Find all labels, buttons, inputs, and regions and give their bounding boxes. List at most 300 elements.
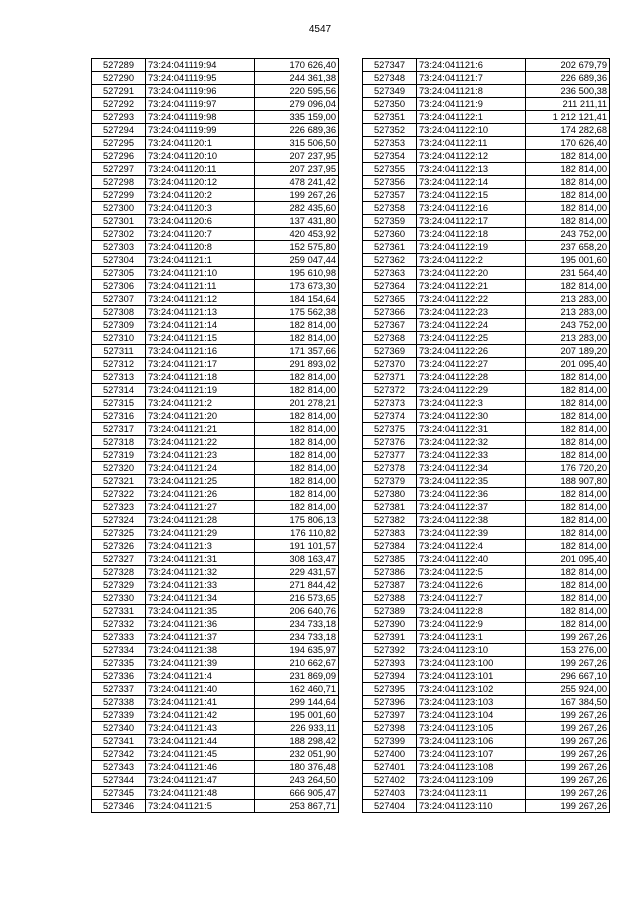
row-number-cell: 527318: [92, 436, 146, 449]
table-row: [92, 696, 339, 709]
value-cell: 182 814,00: [255, 371, 339, 384]
value-cell: 176 720,20: [526, 462, 610, 475]
table-row: [363, 787, 610, 800]
row-number-cell: 527396: [363, 696, 417, 709]
cadastral-number-cell: 73:24:041121:4: [146, 670, 255, 683]
table-row: [92, 540, 339, 553]
cadastral-number-cell: 73:24:041121:37: [146, 631, 255, 644]
value-cell: 213 283,00: [526, 306, 610, 319]
table-row: [92, 319, 339, 332]
cadastral-number-cell: 73:24:041122:4: [417, 540, 526, 553]
cadastral-number-cell: 73:24:041121:33: [146, 579, 255, 592]
table-row: [363, 371, 610, 384]
table-row: [363, 85, 610, 98]
cadastral-number-cell: 73:24:041121:47: [146, 774, 255, 787]
value-cell: 191 101,57: [255, 540, 339, 553]
table-row: [363, 254, 610, 267]
value-cell: 1 212 121,41: [526, 111, 610, 124]
cadastral-number-cell: 73:24:041121:9: [417, 98, 526, 111]
table-row: [92, 397, 339, 410]
table-row: [363, 306, 610, 319]
cadastral-number-cell: 73:24:041123:109: [417, 774, 526, 787]
table-row: [92, 293, 339, 306]
value-cell: 236 500,38: [526, 85, 610, 98]
value-cell: 188 907,80: [526, 475, 610, 488]
cadastral-number-cell: 73:24:041122:23: [417, 306, 526, 319]
value-cell: 182 814,00: [526, 514, 610, 527]
cadastral-number-cell: 73:24:041123:107: [417, 748, 526, 761]
cadastral-number-cell: 73:24:041123:10: [417, 644, 526, 657]
table-row: [363, 657, 610, 670]
value-cell: 201 095,40: [526, 553, 610, 566]
table-row: [92, 254, 339, 267]
row-number-cell: 527395: [363, 683, 417, 696]
table-row: [92, 98, 339, 111]
row-number-cell: 527361: [363, 241, 417, 254]
cadastral-number-cell: 73:24:041121:16: [146, 345, 255, 358]
cadastral-number-cell: 73:24:041122:7: [417, 592, 526, 605]
table-row: [92, 722, 339, 735]
table-row: [92, 488, 339, 501]
value-cell: 182 814,00: [526, 501, 610, 514]
value-cell: 244 361,38: [255, 72, 339, 85]
row-number-cell: 527313: [92, 371, 146, 384]
cadastral-number-cell: 73:24:041123:108: [417, 761, 526, 774]
cadastral-number-cell: 73:24:041122:26: [417, 345, 526, 358]
cadastral-number-cell: 73:24:041122:35: [417, 475, 526, 488]
table-row: [92, 709, 339, 722]
table-row: [363, 735, 610, 748]
row-number-cell: 527400: [363, 748, 417, 761]
table-row: [363, 124, 610, 137]
value-cell: 229 431,57: [255, 566, 339, 579]
cadastral-number-cell: 73:24:041121:40: [146, 683, 255, 696]
row-number-cell: 527341: [92, 735, 146, 748]
table-row: [363, 722, 610, 735]
row-number-cell: 527390: [363, 618, 417, 631]
value-cell: 199 267,26: [526, 800, 610, 813]
value-cell: 199 267,26: [526, 787, 610, 800]
table-row: [92, 618, 339, 631]
table-row: [92, 59, 339, 72]
value-cell: 420 453,92: [255, 228, 339, 241]
cadastral-number-cell: 73:24:041123:104: [417, 709, 526, 722]
cadastral-number-cell: 73:24:041121:2: [146, 397, 255, 410]
row-number-cell: 527303: [92, 241, 146, 254]
table-row: [92, 748, 339, 761]
value-cell: 195 001,60: [255, 709, 339, 722]
row-number-cell: 527316: [92, 410, 146, 423]
table-row: [363, 241, 610, 254]
value-cell: 182 814,00: [526, 449, 610, 462]
cadastral-number-cell: 73:24:041121:32: [146, 566, 255, 579]
table-row: [363, 566, 610, 579]
value-cell: 182 814,00: [255, 423, 339, 436]
value-cell: 243 264,50: [255, 774, 339, 787]
table-row: [92, 163, 339, 176]
cadastral-number-cell: 73:24:041120:11: [146, 163, 255, 176]
value-cell: 182 814,00: [526, 618, 610, 631]
cadastral-number-cell: 73:24:041121:1: [146, 254, 255, 267]
value-cell: 171 357,66: [255, 345, 339, 358]
cadastral-number-cell: 73:24:041121:28: [146, 514, 255, 527]
cadastral-number-cell: 73:24:041121:19: [146, 384, 255, 397]
row-number-cell: 527326: [92, 540, 146, 553]
value-cell: 137 431,80: [255, 215, 339, 228]
value-cell: 231 869,09: [255, 670, 339, 683]
value-cell: 182 814,00: [526, 163, 610, 176]
value-cell: 182 814,00: [526, 280, 610, 293]
value-cell: 182 814,00: [526, 384, 610, 397]
table-row: [92, 423, 339, 436]
row-number-cell: 527293: [92, 111, 146, 124]
cadastral-number-cell: 73:24:041122:10: [417, 124, 526, 137]
row-number-cell: 527348: [363, 72, 417, 85]
value-cell: 299 144,64: [255, 696, 339, 709]
cadastral-number-cell: 73:24:041122:39: [417, 527, 526, 540]
table-row: [92, 410, 339, 423]
cadastral-number-cell: 73:24:041123:1: [417, 631, 526, 644]
table-row: [363, 189, 610, 202]
value-cell: 226 933,11: [255, 722, 339, 735]
row-number-cell: 527337: [92, 683, 146, 696]
row-number-cell: 527340: [92, 722, 146, 735]
table-row: [363, 202, 610, 215]
table-row: [92, 787, 339, 800]
cadastral-number-cell: 73:24:041123:103: [417, 696, 526, 709]
cadastral-number-cell: 73:24:041120:2: [146, 189, 255, 202]
table-row: [363, 280, 610, 293]
value-cell: 182 814,00: [526, 410, 610, 423]
value-cell: 182 814,00: [526, 566, 610, 579]
row-number-cell: 527392: [363, 644, 417, 657]
cadastral-number-cell: 73:24:041122:2: [417, 254, 526, 267]
row-number-cell: 527389: [363, 605, 417, 618]
row-number-cell: 527294: [92, 124, 146, 137]
table-row: [92, 150, 339, 163]
value-cell: 291 893,02: [255, 358, 339, 371]
value-cell: 182 814,00: [255, 462, 339, 475]
value-cell: 253 867,71: [255, 800, 339, 813]
value-cell: 182 814,00: [255, 332, 339, 345]
row-number-cell: 527308: [92, 306, 146, 319]
table-row: [92, 527, 339, 540]
table-row: [92, 228, 339, 241]
row-number-cell: 527391: [363, 631, 417, 644]
row-number-cell: 527343: [92, 761, 146, 774]
row-number-cell: 527314: [92, 384, 146, 397]
value-cell: 296 667,10: [526, 670, 610, 683]
cadastral-number-cell: 73:24:041121:39: [146, 657, 255, 670]
table-row: [363, 683, 610, 696]
cadastral-number-cell: 73:24:041121:41: [146, 696, 255, 709]
row-number-cell: 527367: [363, 319, 417, 332]
table-row: [92, 553, 339, 566]
cadastral-number-cell: 73:24:041120:1: [146, 137, 255, 150]
table-row: [92, 306, 339, 319]
row-number-cell: 527379: [363, 475, 417, 488]
table-row: [363, 423, 610, 436]
cadastral-number-cell: 73:24:041121:27: [146, 501, 255, 514]
table-row: [92, 683, 339, 696]
table-row: [363, 644, 610, 657]
table-row: [363, 397, 610, 410]
row-number-cell: 527376: [363, 436, 417, 449]
value-cell: 170 626,40: [255, 59, 339, 72]
row-number-cell: 527346: [92, 800, 146, 813]
row-number-cell: 527291: [92, 85, 146, 98]
cadastral-number-cell: 73:24:041121:23: [146, 449, 255, 462]
row-number-cell: 527380: [363, 488, 417, 501]
table-row: [363, 332, 610, 345]
row-number-cell: 527312: [92, 358, 146, 371]
row-number-cell: 527356: [363, 176, 417, 189]
cadastral-number-cell: 73:24:041121:25: [146, 475, 255, 488]
value-cell: 213 283,00: [526, 332, 610, 345]
value-cell: 207 237,95: [255, 150, 339, 163]
value-cell: 175 806,13: [255, 514, 339, 527]
row-number-cell: 527292: [92, 98, 146, 111]
table-row: [92, 592, 339, 605]
cadastral-number-cell: 73:24:041121:13: [146, 306, 255, 319]
table-row: [363, 111, 610, 124]
row-number-cell: 527368: [363, 332, 417, 345]
cadastral-number-cell: 73:24:041123:101: [417, 670, 526, 683]
value-cell: 199 267,26: [526, 735, 610, 748]
table-row: [92, 605, 339, 618]
table-row: [363, 553, 610, 566]
cadastral-number-cell: 73:24:041122:14: [417, 176, 526, 189]
table-row: [363, 163, 610, 176]
cadastral-table-right: [362, 58, 610, 813]
table-row: [92, 501, 339, 514]
value-cell: 182 814,00: [255, 449, 339, 462]
cadastral-number-cell: 73:24:041122:12: [417, 150, 526, 163]
row-number-cell: 527305: [92, 267, 146, 280]
row-number-cell: 527295: [92, 137, 146, 150]
value-cell: 206 640,76: [255, 605, 339, 618]
table-body-left: [92, 59, 339, 813]
cadastral-number-cell: 73:24:041123:100: [417, 657, 526, 670]
value-cell: 182 814,00: [255, 501, 339, 514]
cadastral-number-cell: 73:24:041122:8: [417, 605, 526, 618]
value-cell: 153 276,00: [526, 644, 610, 657]
row-number-cell: 527298: [92, 176, 146, 189]
table-row: [363, 319, 610, 332]
row-number-cell: 527320: [92, 462, 146, 475]
row-number-cell: 527290: [92, 72, 146, 85]
value-cell: 201 095,40: [526, 358, 610, 371]
row-number-cell: 527401: [363, 761, 417, 774]
table-row: [363, 384, 610, 397]
row-number-cell: 527350: [363, 98, 417, 111]
row-number-cell: 527352: [363, 124, 417, 137]
value-cell: 207 189,20: [526, 345, 610, 358]
row-number-cell: 527344: [92, 774, 146, 787]
row-number-cell: 527360: [363, 228, 417, 241]
cadastral-number-cell: 73:24:041122:27: [417, 358, 526, 371]
cadastral-number-cell: 73:24:041121:10: [146, 267, 255, 280]
cadastral-number-cell: 73:24:041121:43: [146, 722, 255, 735]
value-cell: 199 267,26: [526, 722, 610, 735]
cadastral-number-cell: 73:24:041122:15: [417, 189, 526, 202]
row-number-cell: 527399: [363, 735, 417, 748]
cadastral-number-cell: 73:24:041122:3: [417, 397, 526, 410]
table-row: [363, 514, 610, 527]
value-cell: 335 159,00: [255, 111, 339, 124]
row-number-cell: 527333: [92, 631, 146, 644]
row-number-cell: 527357: [363, 189, 417, 202]
row-number-cell: 527302: [92, 228, 146, 241]
cadastral-number-cell: 73:24:041119:97: [146, 98, 255, 111]
row-number-cell: 527373: [363, 397, 417, 410]
cadastral-number-cell: 73:24:041120:7: [146, 228, 255, 241]
table-row: [363, 345, 610, 358]
cadastral-number-cell: 73:24:041122:20: [417, 267, 526, 280]
value-cell: 201 278,21: [255, 397, 339, 410]
cadastral-number-cell: 73:24:041122:29: [417, 384, 526, 397]
row-number-cell: 527332: [92, 618, 146, 631]
cadastral-number-cell: 73:24:041121:36: [146, 618, 255, 631]
row-number-cell: 527315: [92, 397, 146, 410]
value-cell: 182 814,00: [255, 488, 339, 501]
value-cell: 231 564,40: [526, 267, 610, 280]
cadastral-number-cell: 73:24:041121:24: [146, 462, 255, 475]
row-number-cell: 527385: [363, 553, 417, 566]
table-row: [92, 566, 339, 579]
row-number-cell: 527370: [363, 358, 417, 371]
value-cell: 478 241,42: [255, 176, 339, 189]
cadastral-number-cell: 73:24:041121:44: [146, 735, 255, 748]
cadastral-number-cell: 73:24:041120:8: [146, 241, 255, 254]
value-cell: 199 267,26: [526, 657, 610, 670]
value-cell: 199 267,26: [526, 709, 610, 722]
row-number-cell: 527330: [92, 592, 146, 605]
value-cell: 182 814,00: [255, 319, 339, 332]
row-number-cell: 527310: [92, 332, 146, 345]
row-number-cell: 527358: [363, 202, 417, 215]
table-row: [92, 358, 339, 371]
table-row: [92, 137, 339, 150]
table-row: [92, 644, 339, 657]
cadastral-number-cell: 73:24:041122:37: [417, 501, 526, 514]
row-number-cell: 527317: [92, 423, 146, 436]
table-row: [363, 488, 610, 501]
value-cell: 199 267,26: [526, 631, 610, 644]
value-cell: 176 110,82: [255, 527, 339, 540]
table-row: [92, 436, 339, 449]
cadastral-number-cell: 73:24:041122:17: [417, 215, 526, 228]
table-row: [92, 332, 339, 345]
table-row: [92, 761, 339, 774]
table-row: [363, 228, 610, 241]
row-number-cell: 527366: [363, 306, 417, 319]
value-cell: 211 211,11: [526, 98, 610, 111]
cadastral-number-cell: 73:24:041122:33: [417, 449, 526, 462]
row-number-cell: 527327: [92, 553, 146, 566]
table-row: [92, 280, 339, 293]
cadastral-number-cell: 73:24:041120:6: [146, 215, 255, 228]
row-number-cell: 527342: [92, 748, 146, 761]
table-row: [92, 215, 339, 228]
row-number-cell: 527386: [363, 566, 417, 579]
cadastral-number-cell: 73:24:041123:102: [417, 683, 526, 696]
table-row: [92, 514, 339, 527]
value-cell: 152 575,80: [255, 241, 339, 254]
value-cell: 182 814,00: [526, 605, 610, 618]
value-cell: 226 689,36: [526, 72, 610, 85]
table-row: [363, 59, 610, 72]
value-cell: 182 814,00: [526, 150, 610, 163]
cadastral-number-cell: 73:24:041122:19: [417, 241, 526, 254]
value-cell: 182 814,00: [526, 527, 610, 540]
table-row: [363, 150, 610, 163]
row-number-cell: 527324: [92, 514, 146, 527]
table-row: [92, 241, 339, 254]
row-number-cell: 527374: [363, 410, 417, 423]
value-cell: 199 267,26: [526, 748, 610, 761]
cadastral-number-cell: 73:24:041121:29: [146, 527, 255, 540]
table-row: [363, 98, 610, 111]
row-number-cell: 527351: [363, 111, 417, 124]
value-cell: 194 635,97: [255, 644, 339, 657]
value-cell: 199 267,26: [255, 189, 339, 202]
value-cell: 216 573,65: [255, 592, 339, 605]
table-row: [92, 449, 339, 462]
value-cell: 182 814,00: [526, 592, 610, 605]
table-row: [363, 605, 610, 618]
value-cell: 232 051,90: [255, 748, 339, 761]
table-row: [92, 176, 339, 189]
row-number-cell: 527331: [92, 605, 146, 618]
row-number-cell: 527359: [363, 215, 417, 228]
table-row: [92, 345, 339, 358]
table-row: [92, 124, 339, 137]
table-row: [363, 475, 610, 488]
cadastral-number-cell: 73:24:041119:99: [146, 124, 255, 137]
row-number-cell: 527301: [92, 215, 146, 228]
table-row: [363, 501, 610, 514]
cadastral-number-cell: 73:24:041122:16: [417, 202, 526, 215]
value-cell: 173 673,30: [255, 280, 339, 293]
row-number-cell: 527403: [363, 787, 417, 800]
table-row: [92, 72, 339, 85]
table-row: [363, 631, 610, 644]
row-number-cell: 527321: [92, 475, 146, 488]
value-cell: 315 506,50: [255, 137, 339, 150]
table-row: [363, 579, 610, 592]
cadastral-number-cell: 73:24:041122:6: [417, 579, 526, 592]
cadastral-number-cell: 73:24:041121:6: [417, 59, 526, 72]
cadastral-number-cell: 73:24:041121:20: [146, 410, 255, 423]
cadastral-number-cell: 73:24:041121:22: [146, 436, 255, 449]
cadastral-number-cell: 73:24:041122:40: [417, 553, 526, 566]
row-number-cell: 527378: [363, 462, 417, 475]
cadastral-number-cell: 73:24:041122:21: [417, 280, 526, 293]
row-number-cell: 527398: [363, 722, 417, 735]
table-row: [92, 631, 339, 644]
table-row: [92, 579, 339, 592]
row-number-cell: 527338: [92, 696, 146, 709]
cadastral-number-cell: 73:24:041122:5: [417, 566, 526, 579]
cadastral-table-left: [91, 58, 339, 813]
table-row: [363, 293, 610, 306]
table-row: [92, 774, 339, 787]
value-cell: 175 562,38: [255, 306, 339, 319]
row-number-cell: 527383: [363, 527, 417, 540]
value-cell: 182 814,00: [526, 397, 610, 410]
value-cell: 243 752,00: [526, 319, 610, 332]
